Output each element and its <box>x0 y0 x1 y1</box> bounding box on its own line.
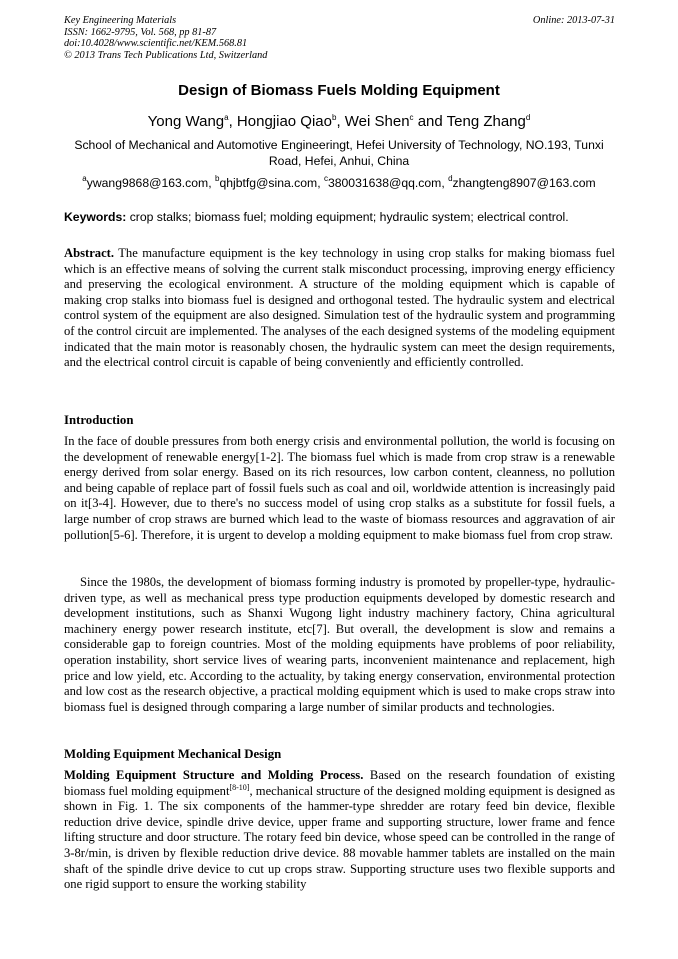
email-mark: d <box>448 174 453 183</box>
keywords-label: Keywords: <box>64 210 127 224</box>
keywords <box>64 210 624 224</box>
author-mark: d <box>525 113 531 122</box>
email-mark: c <box>323 174 328 183</box>
abstract-label: Abstract. <box>64 246 115 260</box>
citation-mark: [8-10] <box>229 782 250 792</box>
email-mark: a <box>82 174 87 183</box>
author-separator: and <box>413 113 447 130</box>
email-address[interactable]: 380031638@qq.com <box>327 176 442 190</box>
section-heading-introduction: Introduction <box>64 413 134 427</box>
author-mark: a <box>224 113 229 122</box>
affiliation: School of Mechanical and Automotive Engineeringt, Hefei University of Technology, NO.193, Tunxi Road, Hefei, Anhui, China <box>74 138 604 168</box>
author-list <box>0 113 678 130</box>
author-mark: c <box>409 113 414 122</box>
issn-line: ISSN: 1662-9795, Vol. 568, pp 81-87 <box>64 26 217 38</box>
email-address[interactable]: zhangteng8907@163.com <box>452 176 596 190</box>
online-date: Online: 2013-07-31 <box>532 15 615 26</box>
author-name: Teng Zhang <box>446 113 526 130</box>
author-name: Hongjiao Qiao <box>236 113 332 130</box>
email-list <box>0 176 678 190</box>
author-separator: , <box>228 113 237 130</box>
email-mark: b <box>215 174 220 183</box>
abstract <box>64 246 615 371</box>
section2-text-b: , mechanical structure of the designed molding equipment is designed as shown in Fig. 1. The six components of the hammer-type shredder are rotary feed bin device, flexible reduction drive device, spindle drive device, upper frame and supporting structure, lower frame and fence lifting structure and door structure. The rotary feed bin device, whose speed can be controlled in the range of 3-8r/min, is driven by flexible reduction drive device. 88 movable hammer tablets are installed on the main shaft of the spindle drive device to cut up crops straw. Supporting structure uses two flexible supports and one rigid support to ensure the working stability <box>64 783 615 892</box>
author-name: Wei Shen <box>344 113 410 130</box>
section-heading-mechanical-design: Molding Equipment Mechanical Design <box>64 747 282 761</box>
abstract-text: The manufacture equipment is the key technology in using crop stalks for making biomass fuel which is an effective means of solving the current stalk misconduct processing, improving energy efficiency and preserving the ecological environment. A structure of the molding equipment which is capable of making crop stalks into biomass fuel is designed and orthogonal tested. The hydraulic system and electrical control system of the equipment are also designed. Simulation test of the hydraulic system and programming of the control circuit are implemented. The analyses of the each designed systems of the modeling equipment indicated that the main motor is reasonably chosen, the hydraulic system can meet the design requirements, and the electrical control circuit is capable of being conveniently and efficiently controlled. <box>64 246 615 370</box>
email-address[interactable]: ywang9868@163.com <box>86 176 209 190</box>
email-separator: , <box>208 176 215 190</box>
section2-paragraph <box>64 768 615 893</box>
subsection-label: Molding Equipment Structure and Molding Process. <box>64 768 364 782</box>
doi-line[interactable]: doi:10.4028/www.scientific.net/KEM.568.81 <box>64 38 248 50</box>
journal-header <box>64 15 615 61</box>
paper-title: Design of Biomass Fuels Molding Equipment <box>178 82 500 99</box>
section2-text-a: Based on the research foundation of existing biomass fuel molding equipment <box>64 768 615 798</box>
intro-paragraph-1: In the face of double pressures from both energy crisis and environmental pollution, the world is focusing on the development of renewable energy[1-2]. The biomass fuel which is made from crop straw is a renewable energy derived from solar energy. Based on its rich resources, low carbon content, cleanness, no pollution and being capable of replace part of fossil fuels such as coal and oil, worldwide attention is increasingly paid on it[3-4]. However, due to there's no success model of using crop stalks as a substitute for fossil fuels, a large number of crop straws are burned which lead to the waste of biomass resources and aggravation of air pollution[5-6]. Therefore, it is urgent to develop a molding equipment to make biomass fuel from crop straw. <box>64 434 615 542</box>
keywords-text: crop stalks; biomass fuel; molding equipment; hydraulic system; electrical control. <box>129 210 569 224</box>
intro-paragraph-2: Since the 1980s, the development of biomass forming industry is promoted by propeller-type, hydraulic-driven type, as well as mechanical press type production equipments developed by domestic research and development institutions, such as Shanxi Wugong light industry machinery factory, China agricultural machinery energy power research institute, etc[7]. But overall, the development is slow and remains a considerable gap to foreign countries. Most of the molding equipments have problems of poor reliability, operation instability, short service lives of wearing parts, inconvenient maintenance and replacement, high price and low yield, etc. According to the actuality, by taking energy conservation, environmental protection and low cost as the research objective, a practical molding equipment which is used to make crops straw into biomass fuel is designed through comparing a large number of similar products and technologies. <box>64 575 615 714</box>
author-mark: b <box>331 113 337 122</box>
copyright-line: © 2013 Trans Tech Publications Ltd, Switzerland <box>64 49 268 61</box>
journal-name: Key Engineering Materials <box>64 15 177 26</box>
author-separator: , <box>336 113 345 130</box>
email-separator: , <box>317 176 324 190</box>
email-address[interactable]: qhjbtfg@sina.com <box>219 176 318 190</box>
author-name: Yong Wang <box>147 113 225 130</box>
email-separator: , <box>441 176 449 190</box>
